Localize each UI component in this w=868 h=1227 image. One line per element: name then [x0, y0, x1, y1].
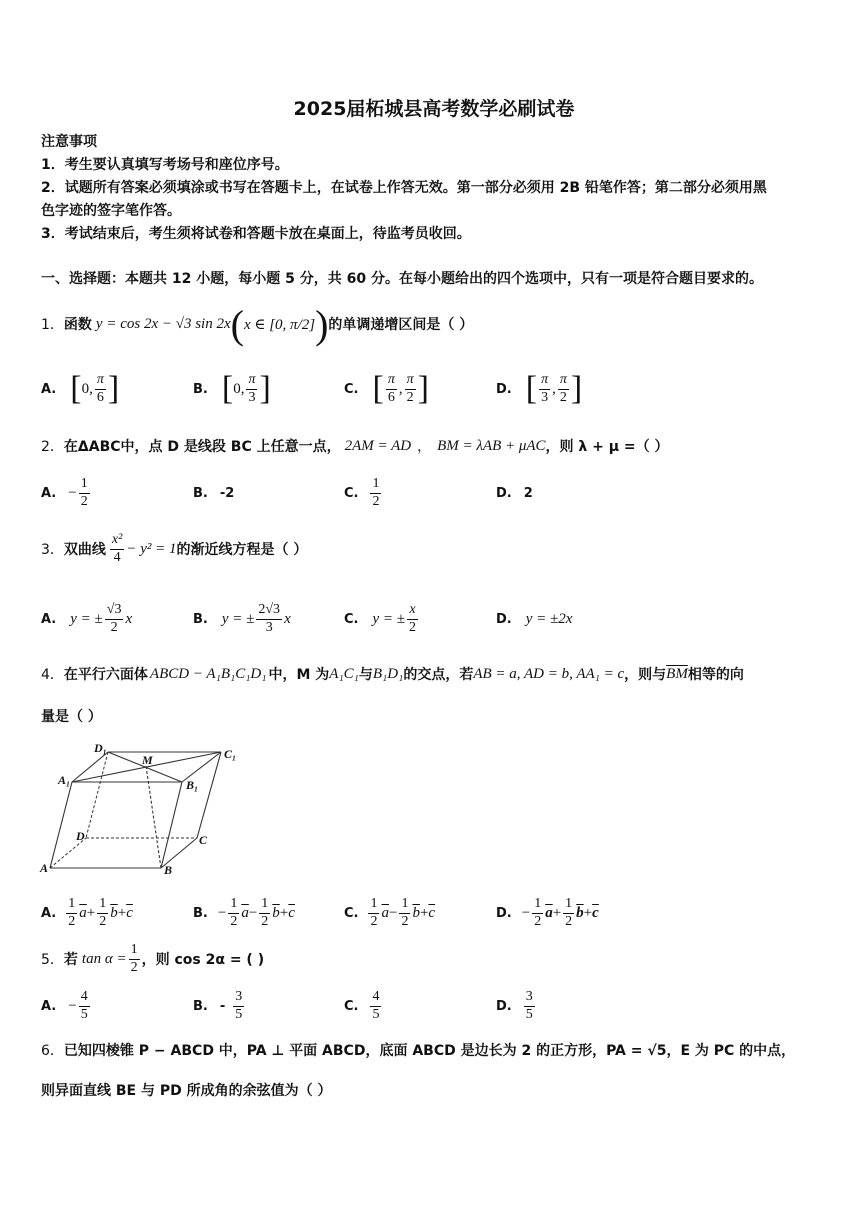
option-label: D. [496, 905, 512, 921]
option-value: -2 [219, 485, 235, 501]
q2-option-b[interactable] [193, 472, 234, 514]
question-number: 6． [41, 1043, 64, 1059]
option-label: B. [193, 611, 208, 627]
segment-a1c1: A₁C₁ [329, 665, 359, 682]
vector-bm: $\overline{BM}$ [666, 665, 688, 682]
q2-option-d[interactable] [496, 472, 533, 514]
option-value: 2 [523, 485, 533, 501]
solid-name: ABCD − A₁B₁C₁D₁ [149, 665, 267, 682]
option-value: y = ±2x [525, 610, 573, 627]
option-label: B. [193, 381, 208, 397]
question-2: 2． 在ΔABC中，点 D 是线段 BC 上任意一点， 2AM = AD ， BM = λAB + μAC ，则 λ + μ =（ ） [41, 437, 669, 455]
question-text: 在ΔABC中，点 D 是线段 BC 上任意一点， [63, 439, 341, 455]
q1-option-a[interactable]: A. [ 0, $\frac{\pi}{6}$ ] [41, 370, 120, 407]
question-1: 1． 函数 y = cos 2x − √3 sin 2x ( x ∈ [0, π/2] ) 的单调递增区间是（ ） [41, 301, 474, 347]
question-text: 在平行六面体 [63, 667, 148, 683]
q1-option-b[interactable]: B. [ 0, $\frac{\pi}{3}$ ] [193, 370, 271, 407]
question-tail: 的单调递增区间是（ ） [328, 317, 474, 333]
q4-option-b[interactable]: B. − $\frac{1}{2}$ $\overline{a}$ − $\frac{1}{2}$ $\overline{b}$ + $\overline{c}$ [193, 895, 295, 929]
notice-item-1: 1．考生要认真填写考场号和座位序号。 [41, 157, 289, 173]
question-number: 5． [41, 952, 64, 968]
q3-option-c[interactable]: C. y = ± $\frac{x}{2}$ [344, 601, 416, 635]
option-label: A. [41, 998, 57, 1014]
option-label: C. [344, 381, 359, 397]
label-a: A [40, 861, 49, 875]
q3-option-b[interactable]: B. y = ± $\frac{2√3}{3}$ x [193, 601, 291, 635]
label-a1: A₁ [58, 773, 71, 787]
question-text: 相等的向 [687, 667, 744, 683]
question-tail: ，则 cos 2α = ( ) [141, 952, 265, 968]
section-heading: 一、选择题：本题共 12 小题，每小题 5 分，共 60 分。在每小题给出的四个选项中，只有一项是符合题目要求的。 [41, 271, 763, 287]
question-text: 已知四棱锥 P − ABCD 中，PA ⊥ 平面 ABCD，底面 ABCD 是边长为 2 的正方形，PA = √5，E 为 PC 的中点， [63, 1043, 796, 1059]
question-text: 与 [358, 667, 373, 683]
label-c: C [199, 833, 208, 847]
question-number: 3． [41, 542, 64, 558]
q5-option-b[interactable]: B. - $\frac{3}{5}$ [193, 988, 243, 1022]
question-text: ，则与 [624, 667, 667, 683]
vector-definitions: AB = a, AD = b, AA₁ = c [473, 665, 625, 682]
option-label: C. [344, 611, 359, 627]
question-number: 4． [41, 667, 64, 683]
label-c1: C₁ [224, 747, 237, 761]
option-label: D. [496, 381, 512, 397]
question-4-cont: 量是（ ） [41, 709, 102, 725]
option-label: D. [496, 611, 512, 627]
notice-heading: 注意事项 [41, 134, 97, 150]
question-6 [41, 1040, 795, 1060]
q3-option-d[interactable] [496, 596, 572, 642]
label-d: D [76, 829, 85, 843]
domain-condition: x ∈ [0, π/2] [243, 316, 316, 333]
q5-option-c[interactable]: C. $\frac{4}{5}$ [344, 988, 380, 1022]
label-b: B [164, 863, 173, 877]
q2-option-c[interactable]: C. $\frac{1}{2}$ [344, 475, 380, 509]
q5-option-a[interactable]: A. − $\frac{4}{5}$ [41, 988, 88, 1022]
notice-item-3: 3．考试结束后，考生须将试卷和答题卡放在桌面上，待监考员收回。 [41, 226, 471, 242]
page-title: 2025届柘城县高考数学必刷试卷 [293, 98, 575, 120]
q3-option-a[interactable]: A. y = ± $\frac{√3}{2}$ x [41, 601, 133, 635]
question-tail: ，则 λ + μ =（ ） [545, 439, 669, 455]
option-label: B. [193, 905, 208, 921]
question-number: 2． [41, 439, 64, 455]
option-label: A. [41, 905, 57, 921]
option-label: A. [41, 611, 57, 627]
option-label: C. [344, 998, 359, 1014]
notice-item-2: 2．试题所有答案必须填涂或书写在答题卡上，在试卷上作答无效。第一部分必须用 2B 铅笔作答；第二部分必须用黑 [41, 180, 767, 196]
option-label: B. [193, 998, 208, 1014]
question-3: 3． 双曲线 $\frac{\text{x²}}{4}$ − y² = 1 的渐近线方程是（ ） [41, 531, 308, 565]
label-b1: B₁ [186, 778, 199, 792]
q1-option-c[interactable]: C. [ $\frac{\pi}{6}$ , $\frac{\pi}{2}$ ] [344, 370, 429, 407]
question-6-cont: 则异面直线 BE 与 PD 所成角的余弦值为（ ） [41, 1083, 332, 1099]
option-label: A. [41, 485, 57, 501]
q5-option-d[interactable]: D. $\frac{3}{5}$ [496, 988, 533, 1022]
parallelepiped-figure [38, 740, 248, 880]
label-d1: D₁ [94, 741, 107, 755]
question-text: 中，M 为 [268, 667, 330, 683]
notice-item-2-cont: 色字迹的签字笔作答。 [41, 203, 181, 219]
option-label: C. [344, 905, 359, 921]
question-4 [41, 664, 744, 684]
question-number: 1． [41, 317, 64, 333]
segment-b1d1: B₁D₁ [372, 665, 404, 682]
option-label: A. [41, 381, 57, 397]
vector-equation-2: BM = λAB + μAC [437, 437, 546, 454]
function-expression: y = cos 2x − √3 sin 2x [95, 315, 231, 332]
q4-option-a[interactable]: A. $\frac{1}{2}$ $\overline{a}$ + $\frac{1}{2}$ $\overline{b}$ + $\overline{c}$ [41, 895, 133, 929]
question-text: 的交点，若 [403, 667, 474, 683]
label-m: M [142, 753, 153, 767]
option-label: D. [496, 485, 512, 501]
question-lead: 函数 [63, 317, 92, 333]
option-label: D. [496, 998, 512, 1014]
option-label: B. [193, 485, 208, 501]
q2-option-a[interactable]: A. − $\frac{1}{2}$ [41, 475, 88, 509]
question-lead: 若 [63, 952, 78, 968]
q1-option-d[interactable]: D. [ $\frac{\pi}{3}$ , $\frac{\pi}{2}$ ] [496, 370, 583, 407]
question-5: 5． 若 tan α = $\frac{1}{2}$ ，则 cos 2α = ( ) [41, 941, 265, 975]
question-lead: 双曲线 [63, 542, 106, 558]
option-label: C. [344, 485, 359, 501]
vector-equation-1: 2AM = AD [344, 437, 412, 454]
question-tail: 的渐近线方程是（ ） [176, 542, 308, 558]
q4-option-c[interactable]: C. $\frac{1}{2}$ $\overline{a}$ − $\frac{1}{2}$ $\overline{b}$ + $\overline{c}$ [344, 895, 436, 929]
q4-option-d[interactable]: D. − $\frac{1}{2}$ $\overline{a}$ + $\frac{1}{2}$ $\overline{b}$ + $\overline{c}$ [496, 895, 599, 929]
